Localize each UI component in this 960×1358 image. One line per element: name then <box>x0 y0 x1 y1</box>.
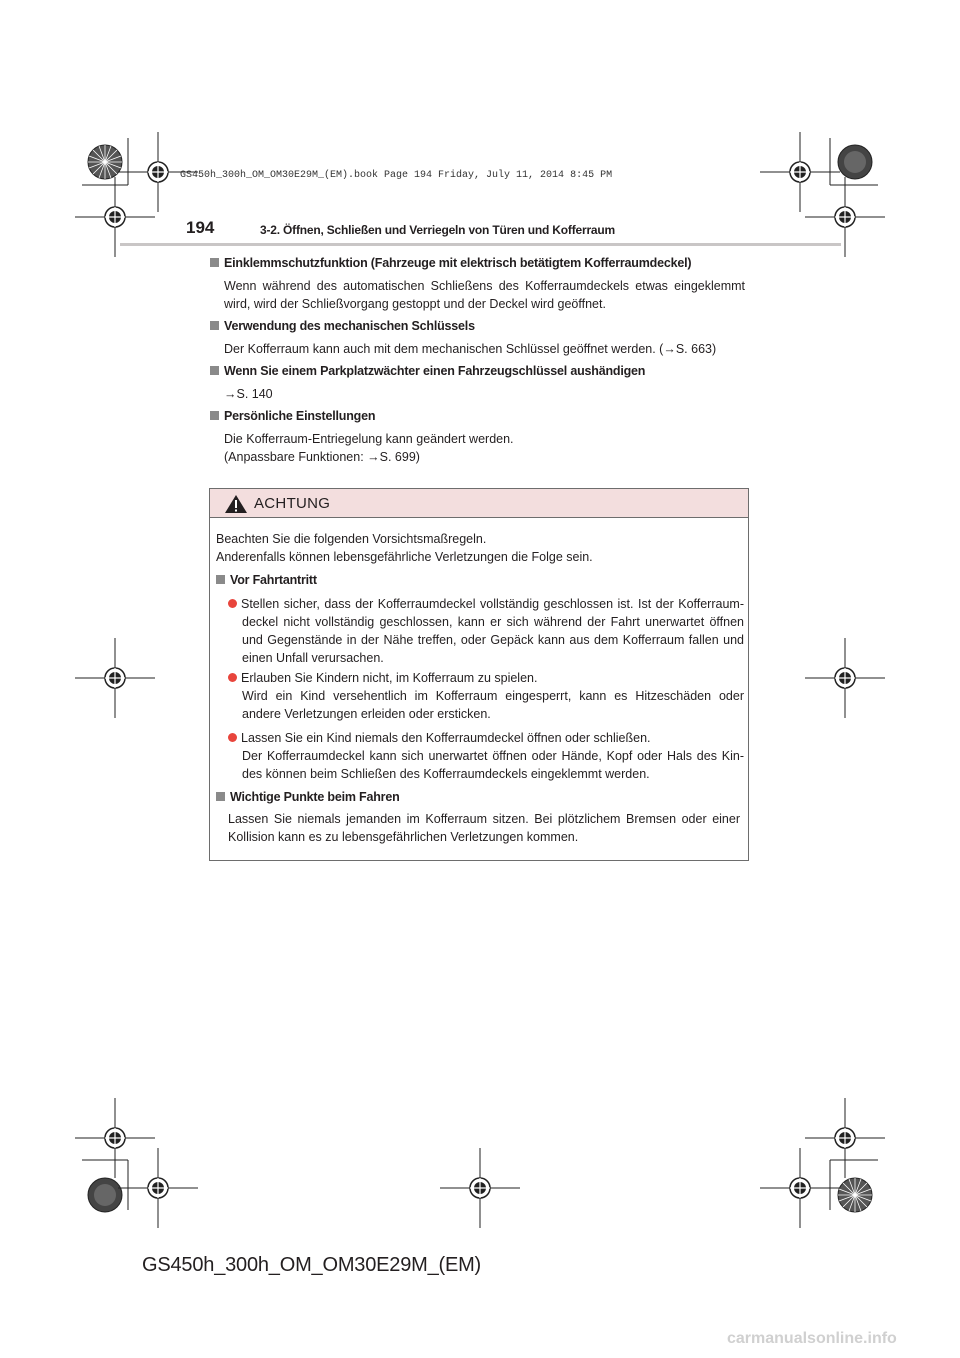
square-bullet-icon <box>216 575 225 584</box>
section-text: →S. 140 <box>224 387 273 401</box>
square-bullet-icon <box>210 411 219 420</box>
watermark: carmanualsonline.info <box>727 1330 897 1347</box>
warning-bullet: Stellen sicher, dass der Kofferraumdeckel vollständig geschlossen ist. Ist der Kofferraum- deckel nicht vollständig geschlossen, kann er sich während der Fahrt unerwartet öffnen und Gegenstände in der Nähe treffen, oder Gepäck kann aus dem Kofferraum fallen und einen Unfall verursachen. <box>228 595 744 667</box>
warning-subheading: Wichtige Punkte beim Fahren <box>216 790 400 804</box>
section-heading: Einklemmschutzfunktion (Fahrzeuge mit elektrisch betätigtem Kofferraumdeckel) <box>210 256 691 270</box>
header-rule <box>120 243 841 246</box>
section-text: Die Kofferraum-Entriegelung kann geändert werden. (Anpassbare Funktionen: →S. 699) <box>224 432 514 464</box>
bullet-dot-icon <box>228 733 237 742</box>
bullet-dot-icon <box>228 673 237 682</box>
warning-subheading: Vor Fahrtantritt <box>216 573 317 587</box>
square-bullet-icon <box>210 366 219 375</box>
warning-text: Lassen Sie niemals jemanden im Kofferraum sitzen. Bei plötzlichem Bremsen oder einer Kollision kann es zu lebensgefährlichen Verletzungen kommen. <box>228 812 740 844</box>
section-heading: Verwendung des mechanischen Schlüssels <box>210 319 475 333</box>
warning-title: ACHTUNG <box>254 495 331 512</box>
square-bullet-icon <box>210 321 219 330</box>
square-bullet-icon <box>216 792 225 801</box>
section-text: Wenn während des automatischen Schließens des Kofferraumdeckels etwas eingeklemmt wird, wird der Schließvorgang gestoppt und der Deckel wird geöffnet. <box>224 279 745 311</box>
warning-box <box>209 488 749 861</box>
warning-header <box>210 489 748 518</box>
chapter-title: 3-2. Öffnen, Schließen und Verriegeln von Türen und Kofferraum <box>260 223 615 237</box>
bullet-dot-icon <box>228 599 237 608</box>
square-bullet-icon <box>210 258 219 267</box>
section-heading: Wenn Sie einem Parkplatzwächter einen Fahrzeugschlüssel aushändigen <box>210 364 645 378</box>
warning-triangle-icon <box>224 494 248 514</box>
footer-code: GS450h_300h_OM_OM30E29M_(EM) <box>142 1254 482 1276</box>
warning-bullet: Lassen Sie ein Kind niemals den Kofferraumdeckel öffnen oder schließen. Der Kofferraumdeckel kann sich unerwartet öffnen oder Hände, Kopf oder Hals des Kin- des können beim Schließen des Kofferraumdeckels eingeklemmt werden. <box>228 729 744 783</box>
page-number: 194 <box>186 218 215 237</box>
warning-bullet: Erlauben Sie Kindern nicht, im Kofferraum zu spielen. Wird ein Kind versehentlich im Kofferraum eingesperrt, kann es Hitzeschäden oder andere Verletzungen erleiden oder ersticken. <box>228 669 744 723</box>
section-text: Der Kofferraum kann auch mit dem mechanischen Schlüssel geöffnet werden. (→S. 663) <box>224 342 717 356</box>
warning-intro: Beachten Sie die folgenden Vorsichtsmaßregeln. Anderenfalls können lebensgefährliche Verletzungen die Folge sein. <box>216 532 593 564</box>
section-heading: Persönliche Einstellungen <box>210 409 375 423</box>
book-info-line: GS450h_300h_OM_OM30E29M_(EM).book Page 194 Friday, July 11, 2014 8:45 PM <box>180 170 613 181</box>
